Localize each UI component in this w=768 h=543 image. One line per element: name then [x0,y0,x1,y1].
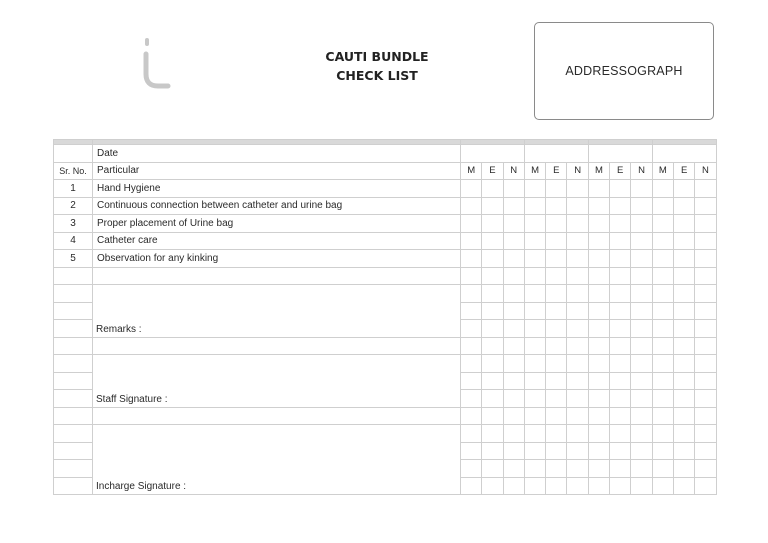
check-cell[interactable] [610,477,631,495]
check-cell[interactable] [567,267,588,285]
check-cell[interactable] [588,442,609,460]
row-particular: Observation for any kinking [93,250,461,268]
shift-header: N [631,162,652,180]
check-cell[interactable] [652,267,673,285]
checklist-table [53,139,717,495]
blank-cell [54,355,93,373]
check-cell[interactable] [524,320,545,338]
check-cell[interactable] [461,460,482,478]
check-cell[interactable] [673,302,694,320]
row-number: 3 [54,215,93,233]
check-cell[interactable] [482,372,503,390]
check-cell[interactable] [482,460,503,478]
check-cell[interactable] [695,215,716,233]
check-cell[interactable] [524,180,545,198]
check-cell[interactable] [524,215,545,233]
check-cell[interactable] [503,355,524,373]
check-cell[interactable] [588,355,609,373]
check-cell[interactable] [461,372,482,390]
check-cell[interactable] [610,407,631,425]
check-cell[interactable] [546,442,567,460]
check-cell[interactable] [673,425,694,443]
check-cell[interactable] [652,355,673,373]
check-cell[interactable] [695,407,716,425]
check-cell[interactable] [503,320,524,338]
check-cell[interactable] [567,320,588,338]
check-cell[interactable] [524,250,545,268]
check-cell[interactable] [461,180,482,198]
check-cell[interactable] [524,302,545,320]
check-cell[interactable] [652,407,673,425]
check-cell[interactable] [567,425,588,443]
check-cell[interactable] [524,390,545,408]
check-cell[interactable] [652,460,673,478]
check-cell[interactable] [652,180,673,198]
shift-header: N [503,162,524,180]
row-number: 2 [54,197,93,215]
check-cell[interactable] [524,425,545,443]
check-cell[interactable] [631,477,652,495]
check-cell[interactable] [567,337,588,355]
check-cell[interactable] [588,232,609,250]
title-line-2: CHECK LIST [336,68,418,83]
check-cell[interactable] [673,267,694,285]
date-cell[interactable] [461,145,525,163]
check-cell[interactable] [524,477,545,495]
check-cell[interactable] [546,320,567,338]
check-cell[interactable] [652,215,673,233]
check-cell[interactable] [588,320,609,338]
check-cell[interactable] [673,337,694,355]
check-cell[interactable] [567,197,588,215]
check-cell[interactable] [461,477,482,495]
check-cell[interactable] [482,267,503,285]
check-cell[interactable] [546,425,567,443]
check-cell[interactable] [610,390,631,408]
check-cell[interactable] [631,372,652,390]
check-cell[interactable] [631,320,652,338]
check-cell[interactable] [652,197,673,215]
check-cell[interactable] [588,425,609,443]
check-cell[interactable] [588,337,609,355]
check-cell[interactable] [524,285,545,303]
check-cell[interactable] [567,180,588,198]
check-cell[interactable] [461,285,482,303]
check-cell[interactable] [652,320,673,338]
srno-header: Sr. No. [54,162,93,180]
check-cell[interactable] [588,267,609,285]
check-cell[interactable] [503,232,524,250]
check-cell[interactable] [652,302,673,320]
check-cell[interactable] [567,407,588,425]
blank-cell [54,442,93,460]
check-cell[interactable] [695,250,716,268]
blank-cell [54,460,93,478]
check-cell[interactable] [546,460,567,478]
check-cell[interactable] [631,460,652,478]
check-cell[interactable] [461,250,482,268]
table-row [54,250,717,268]
shift-header: M [461,162,482,180]
check-cell[interactable] [482,197,503,215]
check-cell[interactable] [482,337,503,355]
check-cell[interactable] [503,407,524,425]
check-cell[interactable] [461,390,482,408]
check-cell[interactable] [546,302,567,320]
table-row [54,215,717,233]
shift-header: E [610,162,631,180]
check-cell[interactable] [610,250,631,268]
check-cell[interactable] [652,337,673,355]
shift-header: N [695,162,716,180]
date-row [54,145,717,163]
check-cell[interactable] [631,197,652,215]
check-cell[interactable] [546,232,567,250]
check-cell[interactable] [652,390,673,408]
check-cell[interactable] [482,302,503,320]
check-cell[interactable] [695,232,716,250]
blank-cell [54,425,93,443]
check-cell[interactable] [695,390,716,408]
check-cell[interactable] [588,372,609,390]
check-cell[interactable] [652,232,673,250]
check-cell[interactable] [482,180,503,198]
check-cell[interactable] [588,477,609,495]
blank-cell [54,477,93,495]
staff-signature-field[interactable]: Staff Signature : [93,355,461,408]
header-row [54,162,717,180]
check-cell[interactable] [546,355,567,373]
check-cell[interactable] [695,320,716,338]
shift-header: M [652,162,673,180]
shift-header: E [673,162,694,180]
blank-cell [54,267,93,285]
check-cell[interactable] [461,355,482,373]
check-cell[interactable] [652,425,673,443]
check-cell[interactable] [524,442,545,460]
blank-cell [54,390,93,408]
check-cell[interactable] [695,302,716,320]
check-cell[interactable] [610,197,631,215]
check-cell[interactable] [695,180,716,198]
check-cell[interactable] [546,267,567,285]
check-cell[interactable] [503,442,524,460]
check-cell[interactable] [461,215,482,233]
shift-header: E [546,162,567,180]
row-number: 5 [54,250,93,268]
particular-header: Particular [93,162,461,180]
check-cell[interactable] [673,460,694,478]
blank-cell [54,302,93,320]
addressograph-box [534,22,714,120]
check-cell[interactable] [461,197,482,215]
check-cell[interactable] [673,215,694,233]
shift-header: E [482,162,503,180]
check-cell[interactable] [546,250,567,268]
blank-cell[interactable] [93,267,461,285]
check-cell[interactable] [524,355,545,373]
check-cell[interactable] [631,285,652,303]
check-cell[interactable] [695,355,716,373]
check-cell[interactable] [567,250,588,268]
blank-cell [54,372,93,390]
blank-cell [54,320,93,338]
check-cell[interactable] [461,232,482,250]
check-cell[interactable] [503,372,524,390]
table-row [54,355,717,373]
blank-cell [54,285,93,303]
check-cell[interactable] [503,180,524,198]
check-cell[interactable] [524,372,545,390]
check-cell[interactable] [482,320,503,338]
check-cell[interactable] [652,285,673,303]
check-cell[interactable] [482,232,503,250]
date-label: Date [93,145,461,163]
check-cell[interactable] [482,442,503,460]
check-cell[interactable] [524,197,545,215]
check-cell[interactable] [461,407,482,425]
table-row [54,232,717,250]
check-cell[interactable] [673,477,694,495]
check-cell[interactable] [524,337,545,355]
check-cell[interactable] [588,460,609,478]
blank-row [54,267,717,285]
logo-icon [140,36,174,92]
check-cell[interactable] [482,425,503,443]
check-cell[interactable] [588,215,609,233]
check-cell[interactable] [695,425,716,443]
check-cell[interactable] [588,250,609,268]
row-particular: Proper placement of Urine bag [93,215,461,233]
check-cell[interactable] [673,250,694,268]
check-cell[interactable] [610,180,631,198]
check-cell[interactable] [610,302,631,320]
check-cell[interactable] [567,372,588,390]
check-cell[interactable] [524,407,545,425]
check-cell[interactable] [610,285,631,303]
check-cell[interactable] [610,425,631,443]
check-cell[interactable] [503,425,524,443]
check-cell[interactable] [673,390,694,408]
check-cell[interactable] [503,337,524,355]
check-cell[interactable] [673,442,694,460]
check-cell[interactable] [546,215,567,233]
blank-row [54,337,717,355]
row-particular: Hand Hygiene [93,180,461,198]
remarks-field[interactable]: Remarks : [93,285,461,338]
check-cell[interactable] [546,477,567,495]
check-cell[interactable] [461,320,482,338]
check-cell[interactable] [695,267,716,285]
check-cell[interactable] [673,232,694,250]
check-cell[interactable] [461,425,482,443]
check-cell[interactable] [673,197,694,215]
check-cell[interactable] [610,320,631,338]
check-cell[interactable] [567,477,588,495]
check-cell[interactable] [546,285,567,303]
shift-header: M [524,162,545,180]
check-cell[interactable] [673,372,694,390]
title-line-1: CAUTI BUNDLE [325,49,429,64]
check-cell[interactable] [546,337,567,355]
date-cell[interactable] [652,145,716,163]
check-cell[interactable] [482,215,503,233]
check-cell[interactable] [461,337,482,355]
incharge-signature-field[interactable]: Incharge Signature : [93,425,461,495]
check-cell[interactable] [695,197,716,215]
row-number: 4 [54,232,93,250]
table-row [54,197,717,215]
date-cell[interactable] [588,145,652,163]
check-cell[interactable] [546,372,567,390]
row-number: 1 [54,180,93,198]
blank-cell [54,337,93,355]
check-cell[interactable] [610,215,631,233]
check-cell[interactable] [461,267,482,285]
check-cell[interactable] [673,407,694,425]
check-cell[interactable] [610,267,631,285]
check-cell[interactable] [631,337,652,355]
check-cell[interactable] [695,372,716,390]
check-cell[interactable] [503,267,524,285]
check-cell[interactable] [610,337,631,355]
check-cell[interactable] [631,407,652,425]
check-cell[interactable] [652,372,673,390]
check-cell[interactable] [482,250,503,268]
blank-cell [54,407,93,425]
check-cell[interactable] [503,215,524,233]
check-cell[interactable] [652,442,673,460]
table-row [54,285,717,303]
check-cell[interactable] [567,285,588,303]
check-cell[interactable] [503,302,524,320]
check-cell[interactable] [567,355,588,373]
check-cell[interactable] [652,250,673,268]
check-cell[interactable] [503,197,524,215]
check-cell[interactable] [588,302,609,320]
check-cell[interactable] [631,180,652,198]
shift-header: N [567,162,588,180]
check-cell[interactable] [631,390,652,408]
check-cell[interactable] [567,460,588,478]
check-cell[interactable] [503,250,524,268]
check-cell[interactable] [631,302,652,320]
check-cell[interactable] [588,285,609,303]
page-title [300,47,454,85]
check-cell[interactable] [631,215,652,233]
row-particular: Catheter care [93,232,461,250]
check-cell[interactable] [524,460,545,478]
check-cell[interactable] [461,442,482,460]
check-cell[interactable] [588,197,609,215]
addressograph-label: ADDRESSOGRAPH [565,64,683,78]
check-cell[interactable] [503,285,524,303]
check-cell[interactable] [567,215,588,233]
check-cell[interactable] [482,390,503,408]
blank-cell[interactable] [93,407,461,425]
check-cell[interactable] [546,407,567,425]
blank-row [54,407,717,425]
check-cell[interactable] [567,232,588,250]
check-cell[interactable] [631,250,652,268]
check-cell[interactable] [673,180,694,198]
check-cell[interactable] [524,267,545,285]
check-cell[interactable] [567,442,588,460]
check-cell[interactable] [524,232,545,250]
check-cell[interactable] [546,197,567,215]
check-cell[interactable] [503,460,524,478]
check-cell[interactable] [695,460,716,478]
shift-header: M [588,162,609,180]
check-cell[interactable] [610,232,631,250]
check-cell[interactable] [652,477,673,495]
check-cell[interactable] [673,320,694,338]
date-cell[interactable] [524,145,588,163]
check-cell[interactable] [567,302,588,320]
check-cell[interactable] [546,180,567,198]
check-cell[interactable] [695,285,716,303]
check-cell[interactable] [588,390,609,408]
check-cell[interactable] [695,337,716,355]
check-cell[interactable] [673,355,694,373]
check-cell[interactable] [482,407,503,425]
row-particular: Continuous connection between catheter and urine bag [93,197,461,215]
check-cell[interactable] [503,477,524,495]
blank-cell[interactable] [93,337,461,355]
check-cell[interactable] [503,390,524,408]
check-cell[interactable] [695,477,716,495]
check-cell[interactable] [482,285,503,303]
check-cell[interactable] [631,267,652,285]
check-cell[interactable] [567,390,588,408]
check-cell[interactable] [588,407,609,425]
check-cell[interactable] [482,355,503,373]
check-cell[interactable] [631,355,652,373]
check-cell[interactable] [610,460,631,478]
table-row [54,425,717,443]
check-cell[interactable] [673,285,694,303]
check-cell[interactable] [610,442,631,460]
check-cell[interactable] [482,477,503,495]
check-cell[interactable] [610,372,631,390]
check-cell[interactable] [631,425,652,443]
check-cell[interactable] [631,232,652,250]
check-cell[interactable] [695,442,716,460]
check-cell[interactable] [546,390,567,408]
table-row [54,180,717,198]
check-cell[interactable] [461,302,482,320]
check-cell[interactable] [588,180,609,198]
check-cell[interactable] [610,355,631,373]
check-cell[interactable] [631,442,652,460]
